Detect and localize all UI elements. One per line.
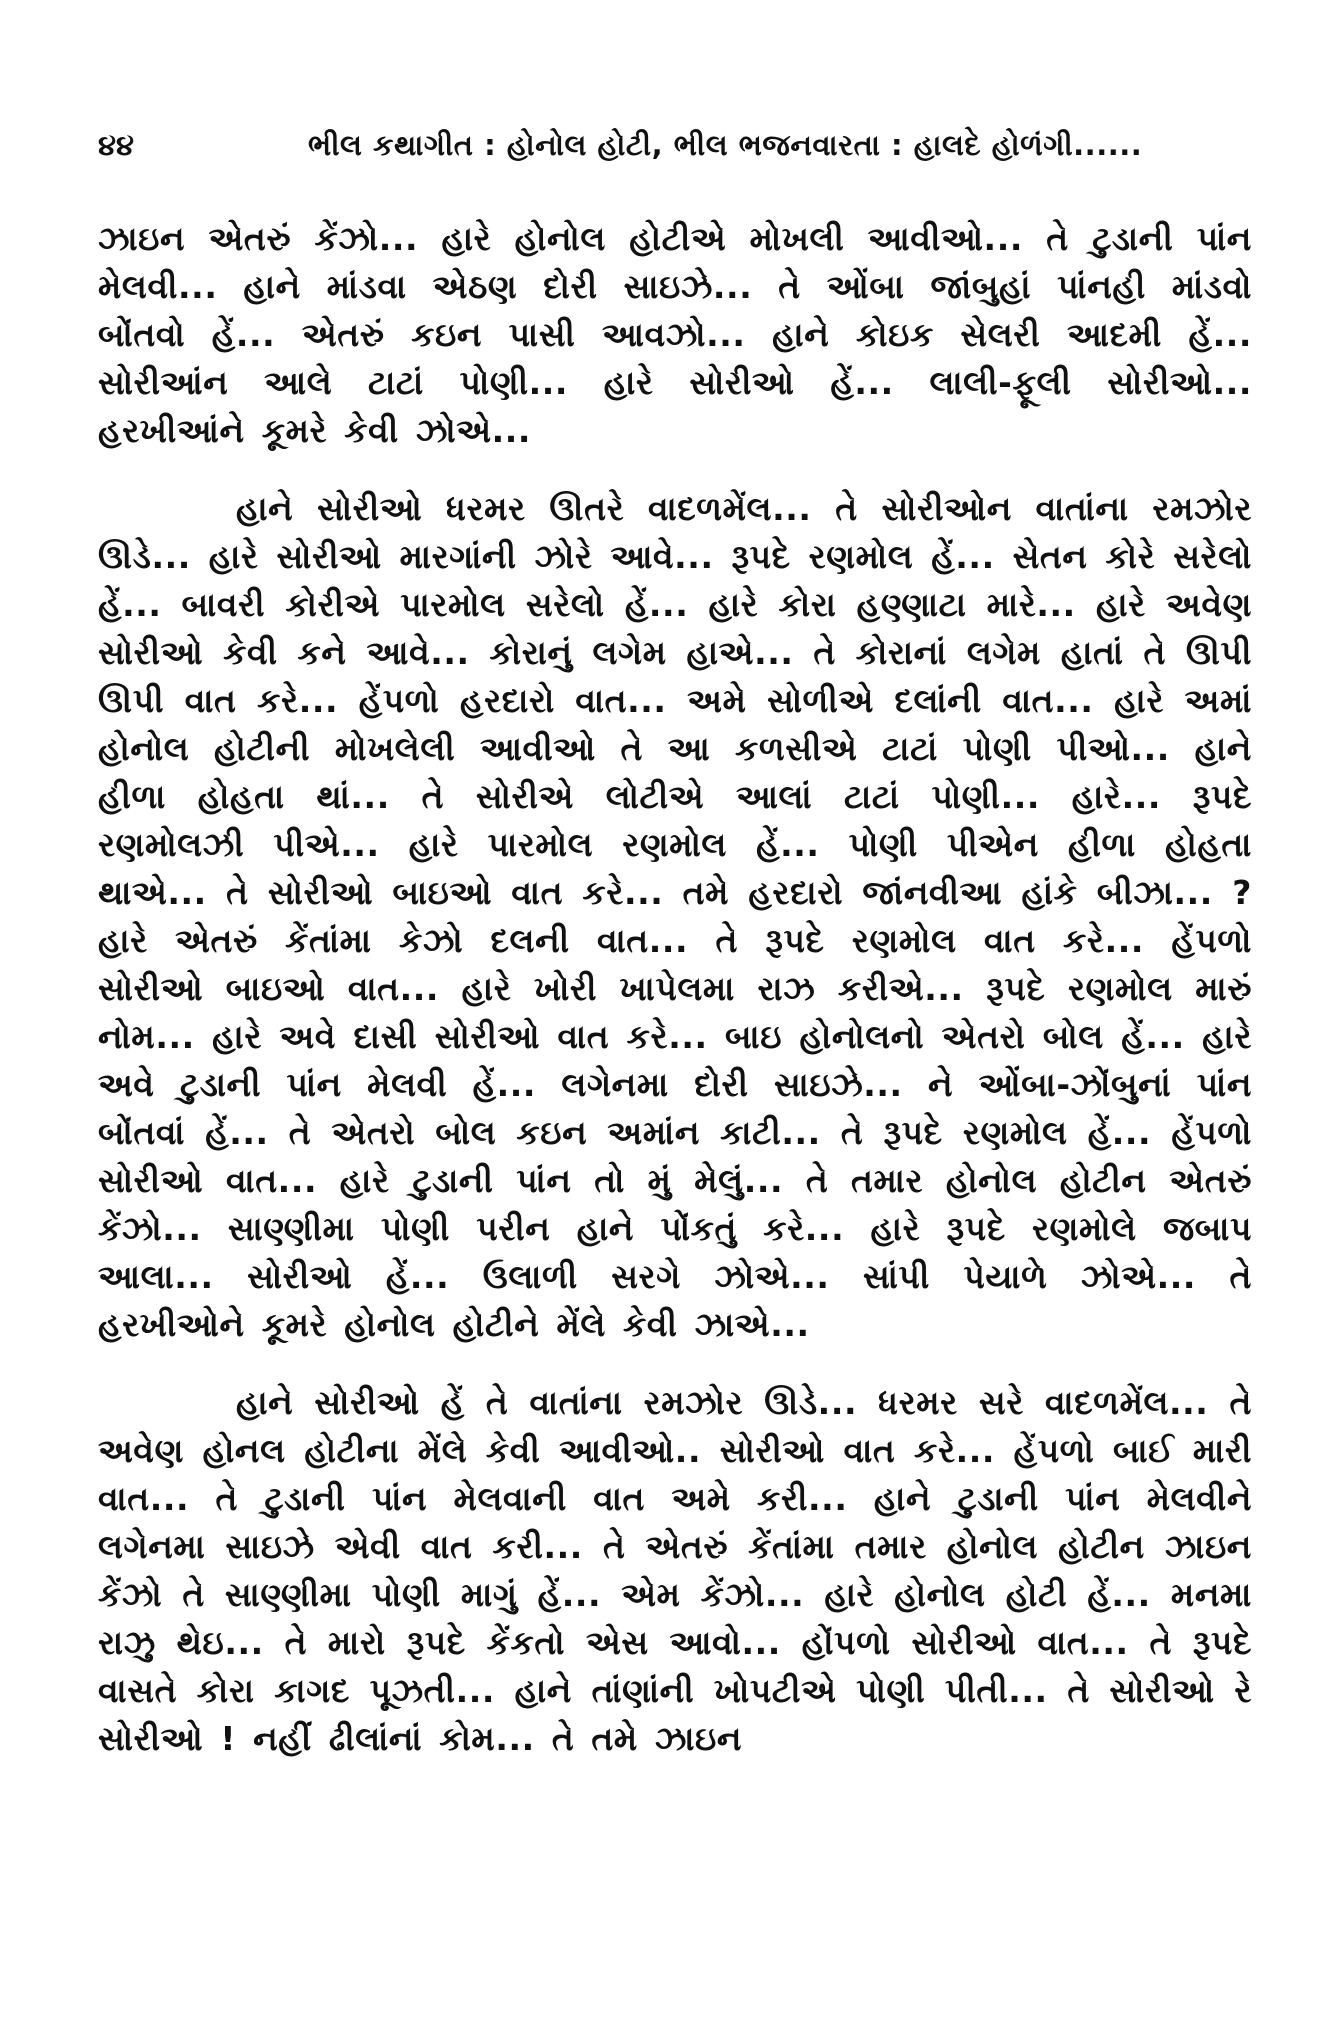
running-head: ભીલ કથાગીત : હોનોલ હોટી, ભીલ ભજનવારતા : હાલદે હોળંગી...... [308, 128, 1143, 162]
paragraph-3: હાને સોરીઓ હેં તે વાતાંના રમઝોર ઊડે... ધરમર સરે વાદળમેંલ... તે અવેણ હોનલ હોટીના મેંલે કેવી આવીઓ.. સોરીઓ વાત કરે... હેંપળો બાઈ મારી વાત... તે ટુડાની પાંન મેલવાની વાત અમે કરી... હાને ટુડાની પાંન મેલવીને લગેનમા સાઇઝે એવી વાત કરી... તે એતરું કેંતાંમા તમાર હોનોલ હોટીન ઝાઇન કેંઝો તે સાણ્ણીમા પોણી માગું હેં... એમ કેંઝો... હારે હોનોલ હોટી હેં... મનમા રાઝુ થેઇ... તે મારો રૂપદે કેંકતો એસ આવો... હોંપળો સોરીઓ વાત... તે રૂપદે વાસતે કોરા કાગદ પૂઝતી... હાને તાંણાંની ખોપટીએ પોણી પીતી... તે સોરીઓ રે સોરીઓ ! નહીં ઢીલાંનાં કોમ... તે તમે ઝાઇન [98, 1383, 1253, 1758]
paragraph-2: હાને સોરીઓ ધરમર ઊતરે વાદળમેંલ... તે સોરીઓન વાતાંના રમઝોર ઊડે... હારે સોરીઓ મારગાંની ઝોરે આવે... રૂપદે રણમોલ હેં... સેતન કોરે સરેલો હેં... બાવરી કોરીએ પારમોલ સરેલો હેં... હારે કોરા હણ્ણાટા મારે... હારે અવેણ સોરીઓ કેવી કને આવે... કોરાનું લગેમ હાએ... તે કોરાનાં લગેમ હાતાં તે ઊપી ઊપી વાત કરે... હેંપળો હરદારો વાત... અમે સોળીએ દલાંની વાત... હારે અમાં હોનોલ હોટીની મોખલેલી આવીઓ તે આ કળસીએ ટાટાં પોણી પીઓ... હાને હીળા હોહતા થાં... તે સોરીએ લોટીએ આલાં ટાટાં પોણી... હારે... રૂપદે રણમોલઝી પીએ... હારે પારમોલ રણમોલ હેં... પોણી પીએન હીળા હોહતા થાએ... તે સોરીઓ બાઇઓ વાત કરે... તમે હરદારો જાંનવીઆ હાંકે બીઝા... ? હારે એતરું કેંતાંમા કેઝો દલની વાત... તે રૂપદે રણમોલ વાત કરે... હેંપળો સોરીઓ બાઇઓ વાત... હારે ખોરી ખાપેલમા રાઝ કરીએ... રૂપદે રણમોલ મારું નોમ... હારે અવે દાસી સોરીઓ વાત કરે... બાઇ હોનોલનો એતરો બોલ હેં... હારે અવે ટુડાની પાંન મેલવી હેં... લગેનમા દોરી સાઇઝે... ને ઓંબા-ઝોંબુનાં પાંન બોંતવાં હેં... તે એતરો બોલ કઇન અમાંન કાટી... તે રૂપદે રણમોલ હેં... હેંપળો સોરીઓ વાત... હારે ટુડાની પાંન તો મું મેલું... તે તમાર હોનોલ હોટીન એતરું કેંઝો... સાણ્ણીમા પોણી પરીન હાને પોંકતું કરે... હારે રૂપદે રણમોલે જબાપ આલા... સોરીઓ હેં... ઉલાળી સરગે ઝોએ... સાંપી પેયાળે ઝોએ... તે હરખીઓને કૂમરે હોનોલ હોટીને મેંલે કેવી ઝાએ... [98, 489, 1253, 1344]
page-header [98, 128, 1252, 163]
paragraph-1: ઝાઇન એતરું કેંઝો... હારે હોનોલ હોટીએ મોખલી આવીઓ... તે ટુડાની પાંન મેલવી... હાને માંડવા એઠણ દોરી સાઇઝે... તે ઓંબા જાંબુહાં પાંનહી માંડવો બોંતવો હેં... એતરું કઇન પાસી આવઝો... હાને કોઇક સેલરી આદમી હેં... સોરીઆંન આલે ટાટાં પોણી... હારે સોરીઓ હેં... લાલી-ફૂલી સોરીઓ... હરખીઆંને કૂમરે કેવી ઝોએ... [98, 219, 1252, 450]
page-number: ૪૪ [98, 128, 134, 162]
